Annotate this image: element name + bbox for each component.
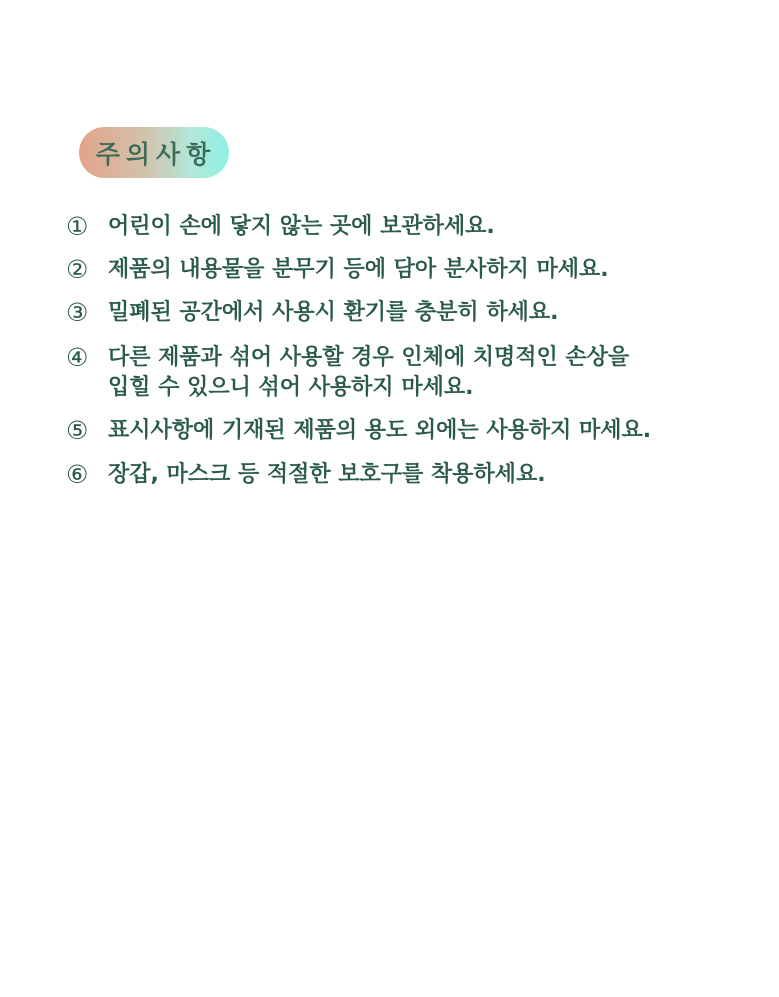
caution-item bbox=[66, 343, 766, 403]
item-text-line: 다른 제품과 섞어 사용할 경우 인체에 치명적인 손상을 bbox=[108, 345, 630, 370]
item-number: ⑤ bbox=[66, 416, 89, 445]
item-number: ③ bbox=[66, 298, 89, 327]
section-title: 주의사항 bbox=[95, 139, 217, 169]
section-title-badge bbox=[79, 127, 229, 178]
item-number: ⑥ bbox=[66, 460, 89, 489]
item-text-line: 제품의 내용물을 분무기 등에 담아 분사하지 마세요. bbox=[108, 257, 609, 282]
item-text bbox=[108, 212, 495, 242]
item-number: ① bbox=[66, 212, 89, 241]
item-text bbox=[108, 416, 651, 446]
caution-item bbox=[66, 212, 766, 242]
item-text bbox=[108, 298, 558, 328]
item-number: ④ bbox=[66, 343, 89, 372]
item-text bbox=[108, 343, 629, 403]
item-text-line: 표시사항에 기재된 제품의 용도 외에는 사용하지 마세요. bbox=[108, 418, 652, 443]
item-number: ② bbox=[66, 255, 89, 284]
item-text-line: 어린이 손에 닿지 않는 곳에 보관하세요. bbox=[108, 214, 495, 239]
caution-item bbox=[66, 298, 766, 328]
item-text-line: 장갑, 마스크 등 적절한 보호구를 착용하세요. bbox=[108, 462, 546, 487]
item-text-line: 입힐 수 있으니 섞어 사용하지 마세요. bbox=[108, 375, 474, 400]
item-text-line: 밀폐된 공간에서 사용시 환기를 충분히 하세요. bbox=[108, 300, 559, 325]
caution-item bbox=[66, 255, 766, 285]
item-text bbox=[108, 460, 546, 490]
caution-item bbox=[66, 460, 766, 490]
caution-list bbox=[66, 212, 766, 490]
caution-item bbox=[66, 416, 766, 446]
item-text bbox=[108, 255, 609, 285]
